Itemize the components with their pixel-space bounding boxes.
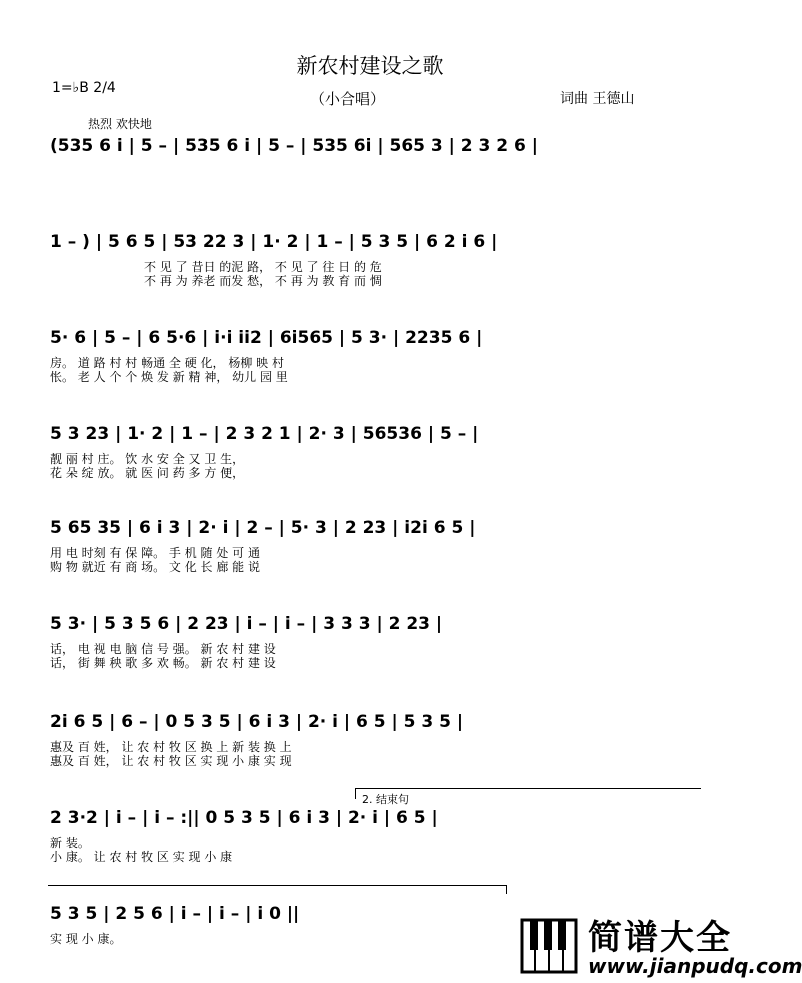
notation-text: 5 3 23 | 1· 2 | 1 – | 2 3 2 1 | 2· 3 | 56536 | 5 – | (50, 424, 479, 444)
composer-credit: 词曲 王德山 (560, 91, 635, 107)
notation-text: 2i 6 5 | 6 – | 0 5 3 5 | 6 i 3 | 2· i | 6 5 | 5 3 5 | (50, 712, 464, 732)
lyrics-verse-1: 话， 电 视 电 脑 信 号 强。 新 农 村 建 设 (50, 642, 276, 656)
notation-text: 1 – ) | 5 6 5 | 53 22 3 | 1· 2 | 1 – | 5 3 5 | 6 2 i 6 | (50, 232, 498, 252)
staff-row-1 (48, 136, 700, 166)
notation-text: (535 6 i | 5 – | 535 6 i | 5 – | 535 6i | 565 3 | 2 3 2 6 | (50, 136, 538, 156)
continuation-bracket (48, 885, 507, 894)
notation-text: 5 3 5 | 2 5 6 | i – | i – | i 0 || (50, 904, 300, 924)
lyrics-verse-1: 实 现 小 康。 (50, 932, 122, 946)
staff-row-6 (48, 614, 700, 670)
site-watermark (520, 908, 802, 983)
lyrics-verse-2: 花 朵 绽 放。 就 医 问 药 多 方 便， (50, 466, 245, 480)
lyrics-verse-1: 房。 道 路 村 村 畅通 全 硬 化， 杨柳 映 村 (50, 356, 284, 370)
staff-row-7 (48, 712, 700, 768)
lyrics-verse-2: 不 再 为 养老 而发 愁， 不 再 为 教 育 而 惆 (144, 274, 382, 288)
lyrics-verse-2: 惠及 百 姓， 让 农 村 牧 区 实 现 小 康 实 现 (50, 754, 292, 768)
lyrics-verse-2: 小 康。 让 农 村 牧 区 实 现 小 康 (50, 850, 233, 864)
lyrics-verse-2: 购 物 就近 有 商 场。 文 化 长 廊 能 说 (50, 560, 260, 574)
lyrics-verse-1: 用 电 时刻 有 保 障。 手 机 随 处 可 通 (50, 546, 260, 560)
lyrics-verse-1: 不 见 了 昔日 的泥 路， 不 见 了 往 日 的 危 (144, 260, 382, 274)
ending-label: 2. 结束句 (362, 793, 409, 806)
staff-row-3 (48, 328, 700, 384)
lyrics-verse-1: 靓 丽 村 庄。 饮 水 安 全 又 卫 生， (50, 452, 245, 466)
key-signature: 1=♭B 2/4 (52, 80, 116, 96)
staff-row-5 (48, 518, 700, 574)
lyrics-verse-2: 怅。 老 人 个 个 焕 发 新 精 神， 幼儿 园 里 (50, 370, 288, 384)
notation-text: 5· 6 | 5 – | 6 5·6 | i·i ii2 | 6i565 | 5 3· | 2235 6 | (50, 328, 483, 348)
song-title: 新农村建设之歌 (296, 54, 444, 78)
notation-text: 2 3·2 | i – | i – :|| 0 5 3 5 | 6 i 3 | 2· i | 6 5 | (50, 808, 438, 828)
staff-row-9 (48, 904, 518, 946)
staff-row-2 (48, 232, 700, 288)
lyrics-verse-1: 新 装。 (50, 836, 90, 850)
notation-text: 5 3· | 5 3 5 6 | 2 23 | i – | i – | 3 3 3 | 2 23 | (50, 614, 443, 634)
lyrics-verse-2: 话， 街 舞 秧 歌 多 欢 畅。 新 农 村 建 设 (50, 656, 276, 670)
staff-row-8 (48, 808, 700, 864)
lyrics-verse-1: 惠及 百 姓， 让 农 村 牧 区 换 上 新 装 换 上 (50, 740, 292, 754)
watermark-url: www.jianpudq.com (588, 954, 802, 978)
tempo-marking: 热烈 欢快地 (88, 117, 152, 131)
notation-text: 5 65 35 | 6 i 3 | 2· i | 2 – | 5· 3 | 2 23 | i2i 6 5 | (50, 518, 476, 538)
song-subtitle: （小合唱） (310, 90, 386, 108)
staff-row-4 (48, 424, 700, 480)
piano-keys-icon (520, 916, 580, 976)
watermark-title: 简谱大全 (588, 918, 732, 958)
